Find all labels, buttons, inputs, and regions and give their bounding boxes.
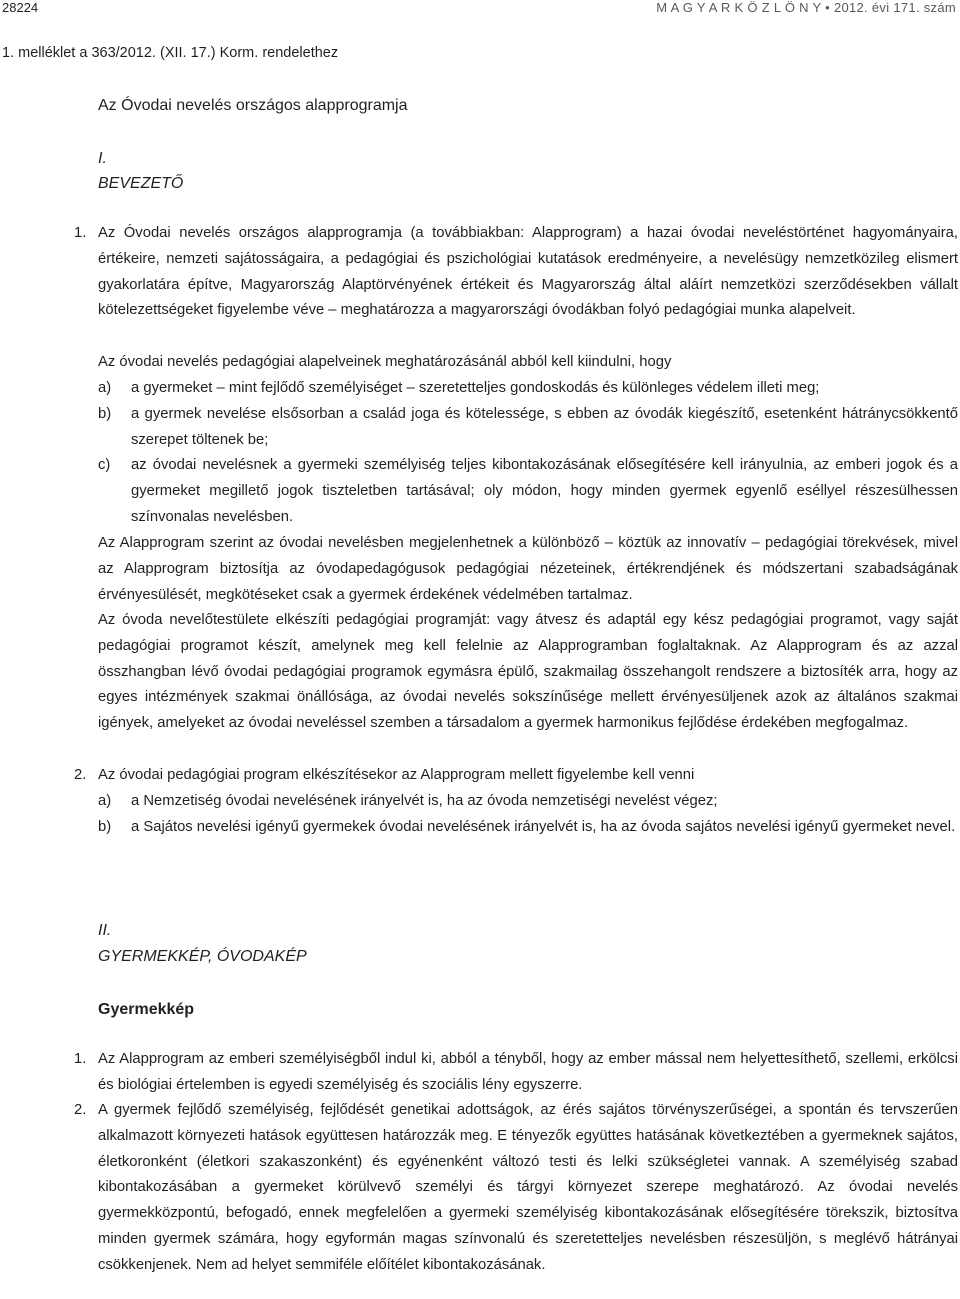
section-1-numeral: I. <box>98 150 107 167</box>
list-text: a gyermeket – mint fejlődő személyiséget – szeretetteljes gondoskodás és különleges védelem illeti meg; <box>131 380 820 396</box>
list-text: a Nemzetiség óvodai nevelésének irányelvét is, ha az óvoda nemzetiségi nevelést végez; <box>131 793 718 809</box>
list-label: c) <box>98 457 111 473</box>
list-item <box>98 402 958 454</box>
subheading-gyermekkep: Gyermekkép <box>98 1001 195 1018</box>
list-item <box>98 453 958 530</box>
list-item <box>98 815 958 841</box>
paragraph-text: Az Alapprogram szerint az óvodai nevelésben megjelenhetnek a különböző – köztük az innovatív – pedagógiai törekvések, mivel az Alapprogram biztosítja az óvodapedagógusok pedagógiai nézeteinek, értékrendjének és módszertani szabadságának érvényesülését, megkötéseket csak a gyermek érdekének védelmében tartalmaz. <box>98 535 958 603</box>
paragraph-number: 2. <box>74 767 87 783</box>
list-text: az óvodai nevelésnek a gyermeki személyiség teljes kibontakozásának elősegítésére kell irányulnia, az emberi jogok és a gyermeket megillető jogok tiszteletben tartásával; oly módon, hogy minden gyermek egyenlő eséllyel részesülhessen színvonalas nevelésben. <box>131 457 958 525</box>
annex-line: 1. melléklet a 363/2012. (XII. 17.) Korm. rendelethez <box>2 45 339 61</box>
paragraph-text: Az Alapprogram az emberi személyiségből indul ki, abból a tényből, hogy az ember mással nem helyettesíthető, szellemi, erkölcsi és biológiai értelemben is egyedi személyiség és szociális lény egyszerre. <box>98 1051 958 1093</box>
paragraph-number: 1. <box>74 1051 87 1067</box>
list-label: b) <box>98 819 112 835</box>
paragraph-text: A gyermek fejlődő személyiség, fejlődését genetikai adottságok, az érés sajátos törvényszerűségei, a spontán és tervszerűen alkalmazott környezeti hatások együttesen határozzák meg. E tényezők együttes hatásának következtében a gyermeknek sajátos, életkoronként (életkori szakaszonként) és egyénenként változó testi és lelki szükségletei vannak. A személyiség szabad kibontakozásában a gyermeket körülvevő személyi és tárgyi környezet szerepe meghatározó. Az óvodai nevelés gyermekközpontú, befogadó, ennek megfelelően a gyermeki személyiség kibontakozásának elősegítésére törekszik, biztosítva minden gyermek számára, hogy egyformán magas színvonalú és szeretetteljes nevelésben részesüljön, s meglévő hátrányai csökkenjenek. Nem ad helyet semmiféle előítélet kibontakozásának. <box>98 1102 958 1273</box>
page-header <box>0 0 960 16</box>
list-item <box>98 376 958 402</box>
s1-paragraph-5 <box>74 763 958 789</box>
list-item <box>98 789 958 815</box>
paragraph-text: Az Óvodai nevelés országos alapprogramja (a továbbiakban: Alapprogram) a hazai óvodai neveléstörténet hagyományaira, értékeire, nemzeti sajátosságaira, a pedagógiai és pszichológiai kutatások eredményeire, a nevelésügy nemzetközileg elismert gyakorlatára építve, Magyarország Alaptörvényének értékeit és Magyarország által aláírt nemzetközi szerződésekben vállalt kötelezettségeket figyelembe véve – meghatározza a magyarországi óvodákban folyó pedagógiai munka alapelveit. <box>98 225 958 319</box>
page-number: 28224 <box>2 0 39 15</box>
list-label: b) <box>98 406 112 422</box>
s1-paragraph-4 <box>98 608 958 737</box>
paragraph-text: Az óvoda nevelőtestülete elkészíti pedagógiai programját: vagy átvesz és adaptál egy kész pedagógiai programot, vagy saját pedagógiai programot készít, amelynek meg kell felelnie az Alapprogramban foglaltaknak. Az Alapprogram és az azzal összhangban lévő óvodai pedagógiai programok egymásra épülő, szakmailag összehangolt rendszere a biztosíték arra, hogy az egyes intézmények szakmai önállósága, az óvodai nevelés sokszínűsége mellett érvényesüljenek azok az általános szakmai igények, amelyeket az óvodai neveléssel szemben a társadalom a gyermek harmonikus fejlődése érdekében megfogalmaz. <box>98 612 958 732</box>
s1-paragraph-1 <box>74 221 958 324</box>
paragraph-text: Az óvodai pedagógiai program elkészítésekor az Alapprogram mellett figyelembe kell venni <box>98 767 695 783</box>
list-label: a) <box>98 793 112 809</box>
paragraph-number: 2. <box>74 1102 87 1118</box>
list-text: a gyermek nevelése elsősorban a család joga és kötelessége, s ebben az óvodák kiegészítő, esetenként hátránycsökkentő szerepet töltenek be; <box>131 406 958 448</box>
paragraph-number: 1. <box>74 225 87 241</box>
list-text: a Sajátos nevelési igényű gyermekek óvodai nevelésének irányelvét is, ha az óvoda sajátos nevelési igényű gyermeket nevel. <box>131 819 956 835</box>
section-1-title: BEVEZETŐ <box>98 175 184 192</box>
s2-paragraph-2 <box>74 1098 958 1279</box>
list-label: a) <box>98 380 112 396</box>
s2-paragraph-1 <box>74 1047 958 1099</box>
s1-paragraph-3 <box>98 531 958 608</box>
document-title: Az Óvodai nevelés országos alapprogramja <box>98 97 408 114</box>
section-2-numeral: II. <box>98 922 112 939</box>
s1-paragraph-2 <box>98 350 958 376</box>
paragraph-text: Az óvodai nevelés pedagógiai alapelveinek meghatározásánál abból kell kiindulni, hogy <box>98 354 672 370</box>
journal-title: M A G Y A R K Ö Z L Ö N Y • 2012. évi 171. szám <box>656 0 956 15</box>
section-2-title: GYERMEKKÉP, ÓVODAKÉP <box>98 948 307 965</box>
